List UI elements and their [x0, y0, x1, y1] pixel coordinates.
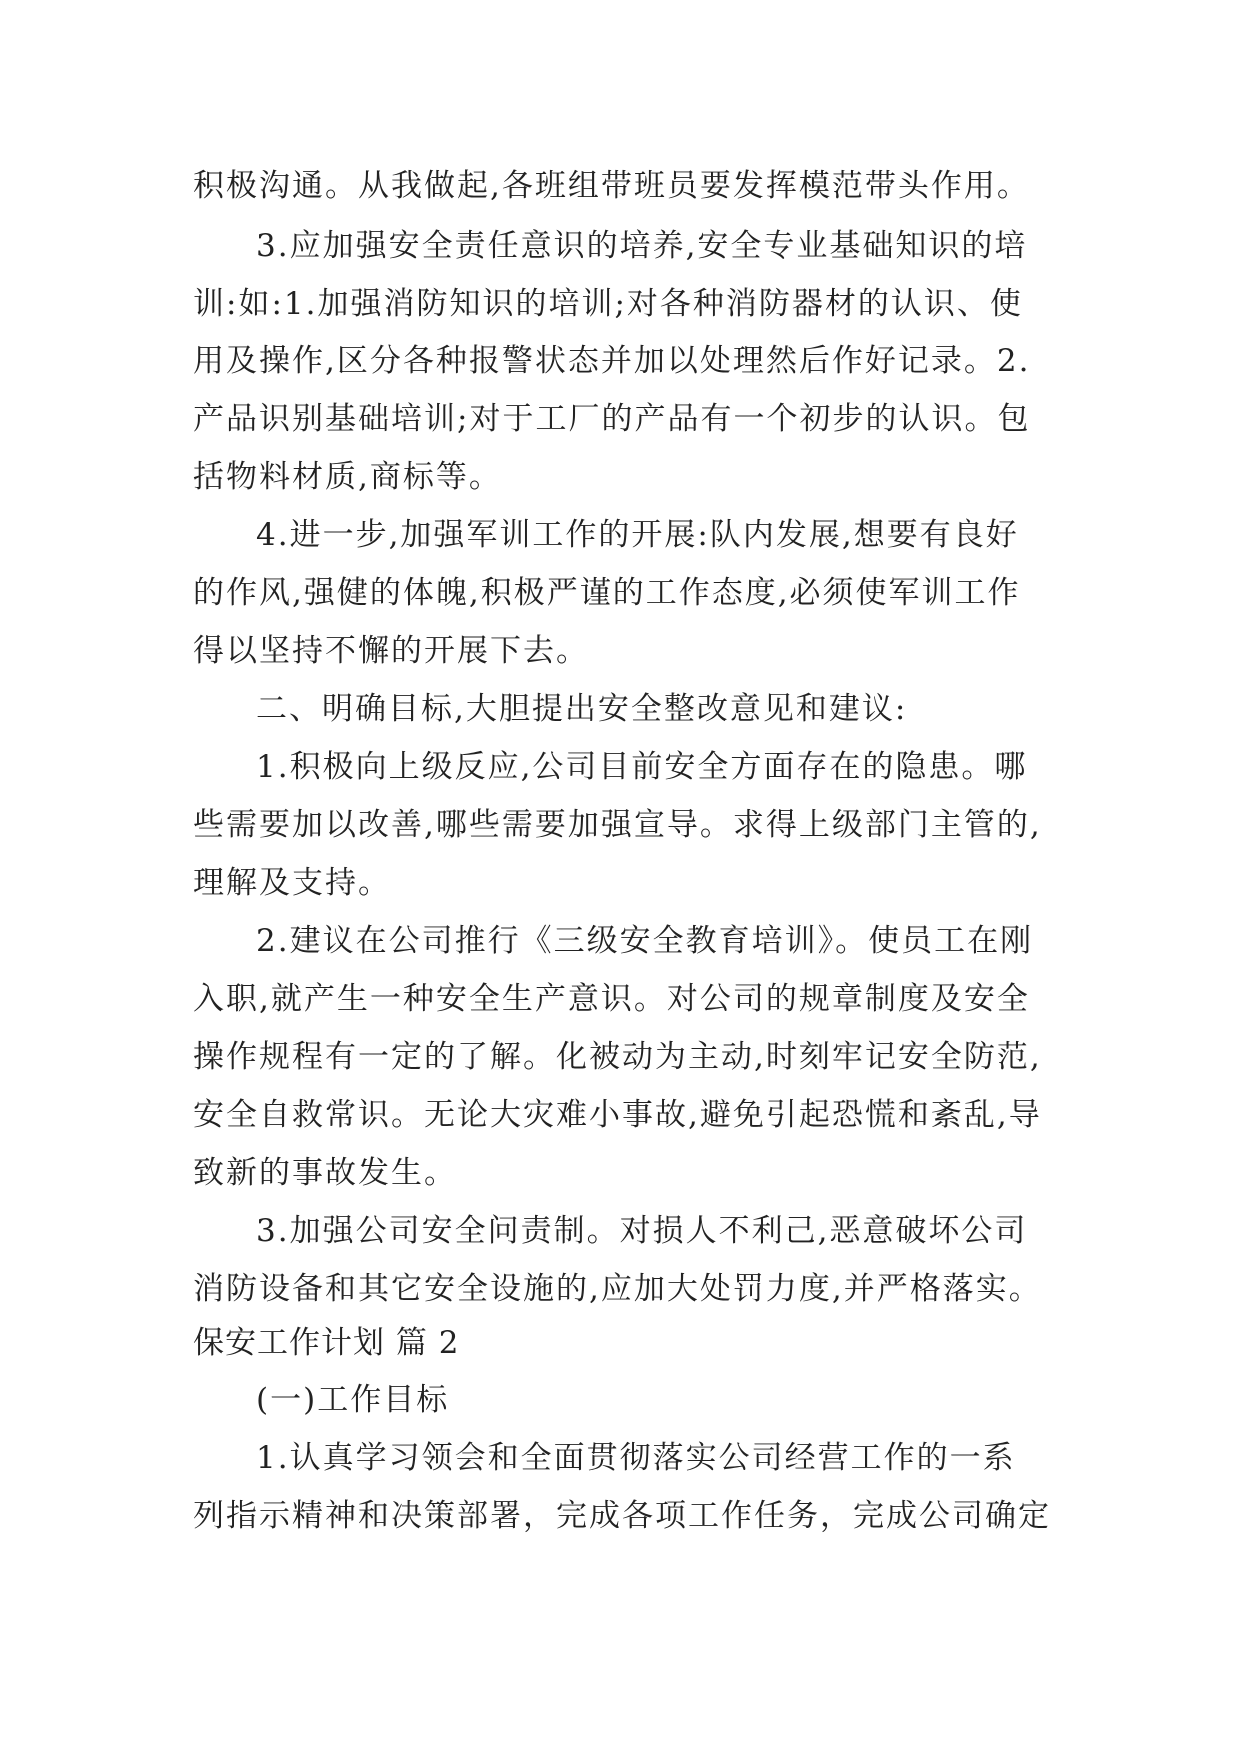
text-line: 积极沟通。从我做起,各班组带班员要发挥模范带头作用。 — [193, 168, 1030, 204]
article-title: 保安工作计划 篇 2 — [193, 1325, 460, 1361]
text-line: 致新的事故发生。 — [193, 1155, 457, 1191]
text-line: 列指示精神和决策部署，完成各项工作任务，完成公司确定 — [193, 1498, 1051, 1534]
section-heading: 二、明确目标,大胆提出安全整改意见和建议: — [256, 691, 908, 727]
text-line: 3.应加强安全责任意识的培养,安全专业基础知识的培 — [256, 228, 1028, 264]
text-line: 消防设备和其它安全设施的,应加大处罚力度,并严格落实。 — [193, 1271, 1042, 1307]
text-line: 入职,就产生一种安全生产意识。对公司的规章制度及安全 — [193, 981, 1030, 1017]
text-line: 4.进一步,加强军训工作的开展:队内发展,想要有良好 — [256, 517, 1019, 553]
text-line: 1.认真学习领会和全面贯彻落实公司经营工作的一系 — [256, 1440, 1016, 1476]
subsection-heading: (一)工作目标 — [256, 1382, 450, 1418]
text-line: 些需要加以改善,哪些需要加强宣导。求得上级部门主管的, — [193, 807, 1042, 843]
text-line: 用及操作,区分各种报警状态并加以处理然后作好记录。2. — [193, 343, 1031, 379]
text-line: 理解及支持。 — [193, 865, 391, 901]
text-line: 3.加强公司安全问责制。对损人不利己,恶意破坏公司 — [256, 1213, 1028, 1249]
text-line: 训:如:1.加强消防知识的培训;对各种消防器材的认识、使 — [193, 286, 1023, 322]
text-line: 得以坚持不懈的开展下去。 — [193, 633, 589, 669]
text-line: 1.积极向上级反应,公司目前安全方面存在的隐患。哪 — [256, 749, 1028, 785]
text-line: 括物料材质,商标等。 — [193, 459, 502, 495]
text-line: 操作规程有一定的了解。化被动为主动,时刻牢记安全防范, — [193, 1039, 1042, 1075]
text-line: 产品识别基础培训;对于工厂的产品有一个初步的认识。包 — [193, 401, 1031, 437]
text-line: 安全自救常识。无论大灾难小事故,避免引起恐慌和紊乱,导 — [193, 1097, 1042, 1133]
text-line: 2.建议在公司推行《三级安全教育培训》。使员工在刚 — [256, 923, 1034, 959]
text-line: 的作风,强健的体魄,积极严谨的工作态度,必须使军训工作 — [193, 575, 1021, 611]
